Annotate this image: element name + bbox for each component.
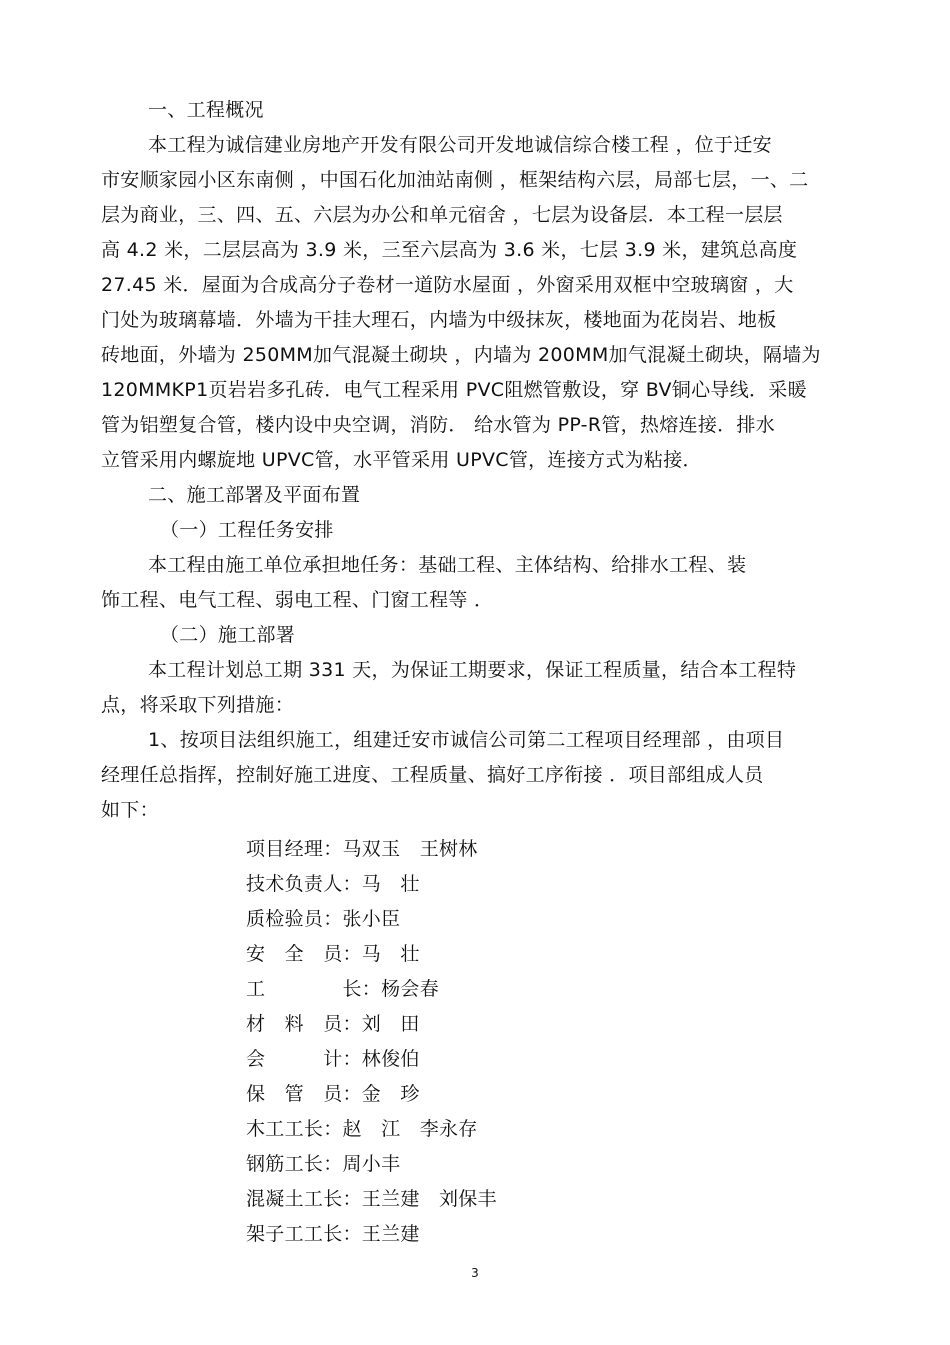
- paragraph-line: 管为铝塑复合管，楼内设中央空调，消防． 给水管为 PP-R管，热熔连接．排水: [101, 414, 776, 436]
- paragraph-line: 市安顺家园小区东南侧 ，中国石化加油站南侧 ，框架结构六层，局部七层，一、二: [101, 169, 809, 191]
- paragraph-line: 120MMKP1页岩岩多孔砖．电气工程采用 PVC阻燃管敷设，穿 BV铜心导线．采暖: [101, 379, 807, 401]
- paragraph-line: 本工程计划总工期 331 天，为保证工期要求，保证工程质量，结合本工程特: [148, 659, 797, 681]
- staff-entry: 钢筋工长：周小丰: [246, 1153, 401, 1175]
- staff-entry: 技术负责人：马 壮: [246, 873, 420, 895]
- paragraph-line: 本工程为诚信建业房地产开发有限公司开发地诚信综合楼工程 ，位于迁安: [148, 134, 772, 156]
- paragraph-line: 如下：: [101, 799, 159, 821]
- staff-entry: 材 料 员：刘 田: [246, 1013, 420, 1035]
- subsection-heading-tasks: （一）工程任务安排: [160, 519, 334, 541]
- paragraph-line: 砖地面，外墙为 250MM加气混凝土砌块 ，内墙为 200MM加气混凝土砌块，隔墙为: [101, 344, 821, 366]
- page-number: 3: [471, 1266, 479, 1280]
- section-heading-overview: 一、工程概况: [148, 99, 264, 121]
- paragraph-line: 点，将采取下列措施：: [101, 694, 295, 716]
- paragraph-line: 门处为玻璃幕墙．外墙为干挂大理石，内墙为中级抹灰，楼地面为花岗岩、地板: [101, 309, 777, 331]
- staff-entry: 工 长：杨会春: [246, 978, 440, 1000]
- staff-entry: 安 全 员：马 壮: [246, 943, 420, 965]
- subsection-heading-deployment: （二）施工部署: [160, 624, 296, 646]
- staff-entry: 架子工工长：王兰建: [246, 1223, 420, 1245]
- paragraph-line: 1、按项目法组织施工，组建迁安市诚信公司第二工程项目经理部 ，由项目: [148, 729, 785, 751]
- staff-entry: 混凝土工长：王兰建 刘保丰: [246, 1188, 497, 1210]
- paragraph-line: 本工程由施工单位承担地任务：基础工程、主体结构、给排水工程、装: [148, 554, 747, 576]
- paragraph-line: 立管采用内螺旋地 UPVC管，水平管采用 UPVC管，连接方式为粘接．: [101, 449, 702, 471]
- staff-entry: 木工工长：赵 江 李永存: [246, 1118, 478, 1140]
- staff-entry: 会 计：林俊伯: [246, 1048, 420, 1070]
- paragraph-line: 层为商业，三、四、五、六层为办公和单元宿舍 ，七层为设备层．本工程一层层: [101, 204, 783, 226]
- paragraph-line: 高 4.2 米，二层层高为 3.9 米，三至六层高为 3.6 米，七层 3.9 米，建筑总高度: [101, 239, 798, 261]
- section-heading-deployment: 二、施工部署及平面布置: [148, 484, 361, 506]
- staff-entry: 项目经理：马双玉 王树林: [246, 838, 478, 860]
- staff-entry: 保 管 员：金 珍: [246, 1083, 420, 1105]
- paragraph-line: 饰工程、电气工程、弱电工程、门窗工程等 ．: [101, 589, 494, 611]
- paragraph-line: 经理任总指挥，控制好施工进度、工程质量、搞好工序衔接 ．项目部组成人员: [101, 764, 764, 786]
- paragraph-line: 27.45 米．屋面为合成高分子卷材一道防水屋面 ，外窗采用双框中空玻璃窗 ，大: [101, 274, 794, 296]
- staff-entry: 质检验员：张小臣: [246, 908, 401, 930]
